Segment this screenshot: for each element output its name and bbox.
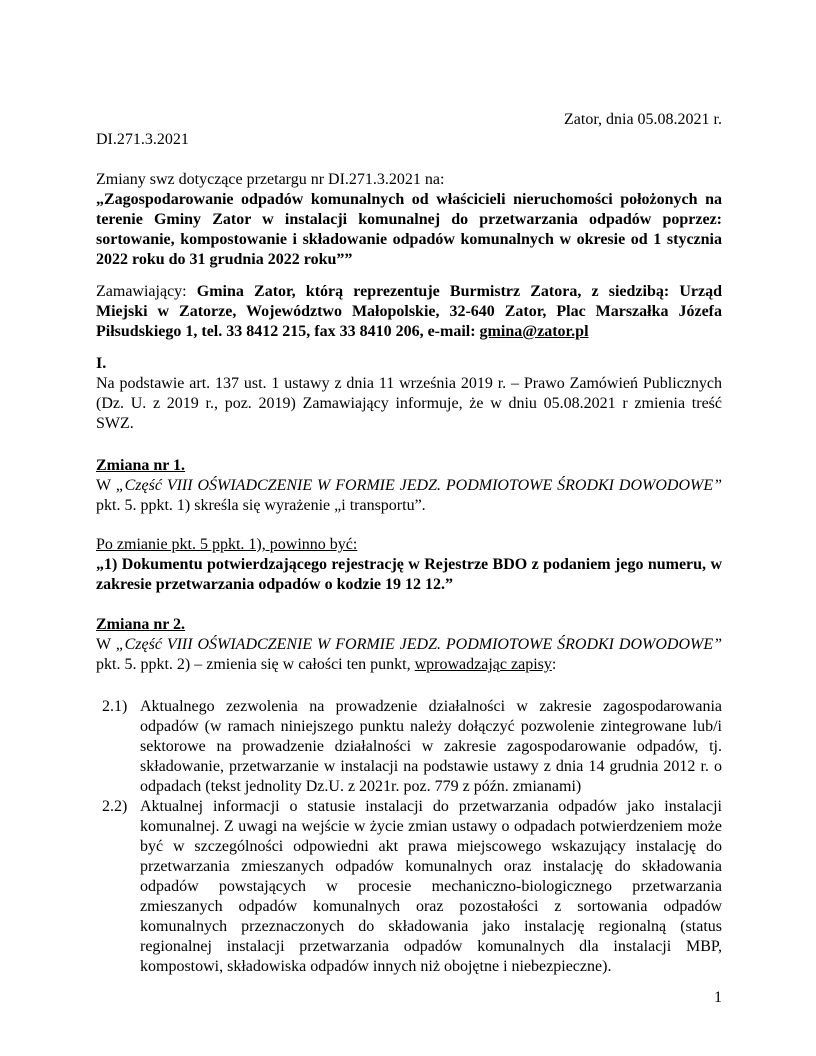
list-item-number: 2.1) <box>102 698 128 715</box>
zmiana1-ref-italic: „Część VIII OŚWIADCZENIE W FORMIE JEDZ. PODMIOTOWE ŚRODKI DOWODOWE” <box>115 477 722 494</box>
zmiana2-heading: Zmiana nr 2. <box>96 616 186 633</box>
buyer-email-link[interactable]: gmina@zator.pl <box>479 323 589 340</box>
buyer-paragraph <box>96 282 722 342</box>
zmiana2-ref-colon: : <box>551 656 557 673</box>
zmiana1-new-wording: „1) Dokumentu potwierdzającego rejestrację w Rejestrze BDO z podaniem jego numeru, w zakresie przetwarzania odpadów o kodzie 19 12 12.” <box>96 556 722 593</box>
list-item-text: Aktualnej informacji o statusie instalacji do przetwarzania odpadów jako instalacji komunalnej. Z uwagi na wejście w życie zmian ustawy o odpadach potwierdzeniem może być w szczególności odpowiedni akt prawa miejscowego wskazujący instalację do przetwarzania zmieszanych odpadów komunalnych oraz instalację do składowania odpadów powstających w procesie mechaniczno-biologicznego przetwarzania zmieszanych odpadów komunalnych oraz pozostałości z sortowania odpadów komunalnych przeznaczonych do składowania jako instalację regionalną (status regionalnej instalacji przetwarzania odpadów komunalnych dla instalacji MBP, kompostowi, składowiska odpadów innych niż obojętne i niebezpieczne). <box>140 798 722 975</box>
zmiana2-reference <box>96 635 722 675</box>
section-one-number: I. <box>96 355 107 372</box>
intro-lead: Zmiany swz dotyczące przetargu nr DI.271.3.2021 na: <box>96 171 445 188</box>
zmiana2-ref-middle: pkt. 5. ppkt. 2) – zmienia się w całości ten punkt, <box>96 656 415 673</box>
buyer-label: Zamawiający: <box>96 283 197 300</box>
section-one-body: Na podstawie art. 137 ust. 1 ustawy z dnia 11 września 2019 r. – Prawo Zamówień Publicznych (Dz. U. z 2019 r., poz. 2019) Zamawiający informuje, że w dniu 05.08.2021 r zmienia treść SWZ. <box>96 375 722 432</box>
tender-title: „Zagospodarowanie odpadów komunalnych od właścicieli nieruchomości położonych na terenie Gminy Zator w instalacji komunalnej do przetwarzania odpadów poprzez: sortowanie, kompostowanie i składowanie odpadów komunalnych w okresie od 1 stycznia 2022 roku do 31 grudnia 2022 roku”” <box>96 191 722 268</box>
list-item-2-2 <box>96 797 722 977</box>
zmiana2-ref-italic: „Część VIII OŚWIADCZENIE W FORMIE JEDZ. PODMIOTOWE ŚRODKI DOWODOWE” <box>115 636 722 653</box>
zmiana1-ref-suffix: pkt. 5. ppkt. 1) skreśla się wyrażenie „i transportu”. <box>96 497 426 514</box>
zmiana2-ref-underlined: wprowadzając zapisy <box>414 656 552 673</box>
page-number: 1 <box>714 989 722 1006</box>
document-content <box>96 110 722 977</box>
zmiana1-after-label: Po zmianie pkt. 5 ppkt. 1), powinno być: <box>96 536 358 553</box>
list-item-2-1 <box>96 697 722 797</box>
buyer-details: Gmina Zator, którą reprezentuje Burmistrz Zatora, z siedzibą: Urząd Miejski w Zatorze, Województwo Małopolskie, 32-640 Zator, Plac Marszałka Józefa Piłsudskiego 1, tel. 33 8412 215, fax 33 8410 206, e-mail: <box>96 283 722 340</box>
list-item-number: 2.2) <box>102 798 128 815</box>
date-line: Zator, dnia 05.08.2021 r. <box>564 111 722 128</box>
zmiana1-reference <box>96 476 722 516</box>
zmiana1-ref-prefix: W <box>96 477 116 494</box>
zmiana1-heading: Zmiana nr 1. <box>96 457 186 474</box>
list-item-text: Aktualnego zezwolenia na prowadzenie działalności w zakresie zagospodarowania odpadów (w ramach niniejszego punktu należy dołączyć pozwolenie zintegrowane lub/i sektorowe na prowadzenie działalności w zakresie zagospodarowanie odpadów, tj. składowanie, przetwarzanie w instalacji na podstawie ustawy z dnia 14 grudnia 2012 r. o odpadach (tekst jednolity Dz.U. z 2021r. poz. 779 z późn. zmianami) <box>140 698 722 795</box>
reference-number: DI.271.3.2021 <box>96 131 189 148</box>
requirements-list <box>96 697 722 977</box>
zmiana2-ref-prefix: W <box>96 636 116 653</box>
